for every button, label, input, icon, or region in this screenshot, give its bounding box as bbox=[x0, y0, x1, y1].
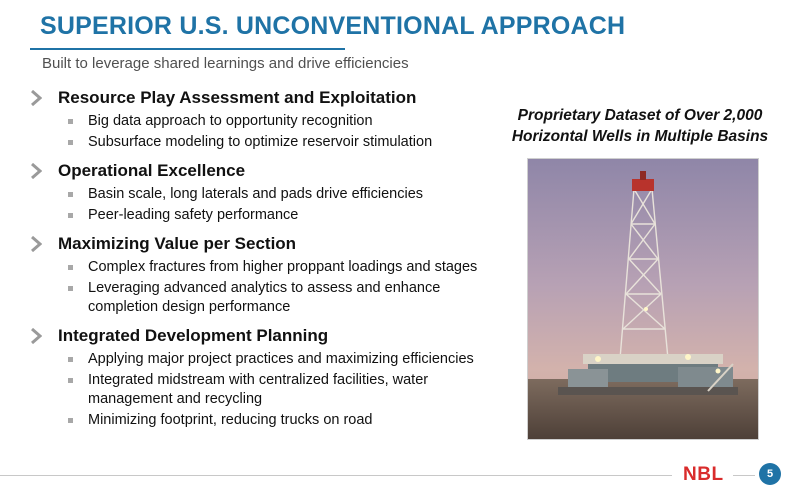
bullet-list bbox=[30, 185, 510, 225]
bullet-square-icon bbox=[68, 140, 73, 145]
section-header bbox=[30, 158, 510, 183]
section-header bbox=[30, 323, 510, 348]
bullet-item bbox=[68, 185, 510, 204]
section-header bbox=[30, 231, 510, 256]
bullet-item bbox=[68, 279, 510, 317]
bullet-list bbox=[30, 258, 510, 317]
bullet-square-icon bbox=[68, 286, 73, 291]
bullet-item bbox=[68, 350, 510, 369]
bullet-text: Applying major project practices and maximizing efficiencies bbox=[88, 351, 474, 367]
bullet-square-icon bbox=[68, 357, 73, 362]
section bbox=[30, 85, 510, 152]
bullet-text: Big data approach to opportunity recognition bbox=[88, 113, 373, 129]
page-number-badge: 5 bbox=[759, 463, 781, 485]
section-title: Integrated Development Planning bbox=[58, 325, 329, 345]
footer-divider bbox=[0, 475, 672, 476]
bullet-item bbox=[68, 258, 510, 277]
bullet-item bbox=[68, 206, 510, 225]
drilling-rig-photo bbox=[527, 158, 759, 440]
photo-caption: Proprietary Dataset of Over 2,000 Horizontal Wells in Multiple Basins bbox=[511, 107, 769, 145]
chevron-right-icon bbox=[30, 327, 46, 345]
bullet-text: Integrated midstream with centralized facilities, water management and recycling bbox=[88, 372, 429, 407]
section bbox=[30, 231, 510, 317]
chevron-right-icon bbox=[30, 162, 46, 180]
title-underline bbox=[30, 48, 345, 50]
bullet-text: Basin scale, long laterals and pads drive efficiencies bbox=[88, 186, 424, 202]
bullet-item bbox=[68, 411, 510, 430]
section bbox=[30, 323, 510, 430]
bullet-square-icon bbox=[68, 418, 73, 423]
section-title: Operational Excellence bbox=[58, 160, 246, 180]
bullet-text: Peer-leading safety performance bbox=[88, 207, 299, 223]
bullet-item bbox=[68, 133, 510, 152]
bullet-square-icon bbox=[68, 119, 73, 124]
section-title: Maximizing Value per Section bbox=[58, 233, 297, 253]
chevron-right-icon bbox=[30, 235, 46, 253]
bullet-text: Complex fractures from higher proppant loadings and stages bbox=[88, 259, 478, 275]
bullet-square-icon bbox=[68, 213, 73, 218]
bullet-square-icon bbox=[68, 265, 73, 270]
bullet-text: Minimizing footprint, reducing trucks on road bbox=[88, 412, 373, 428]
bullet-list bbox=[30, 350, 510, 430]
bullet-item bbox=[68, 371, 510, 409]
section-list bbox=[30, 85, 510, 436]
footer-divider-end bbox=[733, 475, 755, 476]
bullet-square-icon bbox=[68, 192, 73, 197]
section bbox=[30, 158, 510, 225]
company-logo: NBL bbox=[683, 464, 724, 485]
bullet-text: Leveraging advanced analytics to assess and enhance completion design performance bbox=[88, 280, 441, 315]
bullet-list bbox=[30, 112, 510, 152]
slide-title: SUPERIOR U.S. UNCONVENTIONAL APPROACH bbox=[40, 12, 626, 40]
section-header bbox=[30, 85, 510, 110]
bullet-item bbox=[68, 112, 510, 131]
slide-subtitle: Built to leverage shared learnings and drive efficiencies bbox=[42, 55, 409, 72]
section-title: Resource Play Assessment and Exploitation bbox=[58, 87, 417, 107]
bullet-square-icon bbox=[68, 378, 73, 383]
bullet-text: Subsurface modeling to optimize reservoir stimulation bbox=[88, 134, 433, 150]
chevron-right-icon bbox=[30, 89, 46, 107]
